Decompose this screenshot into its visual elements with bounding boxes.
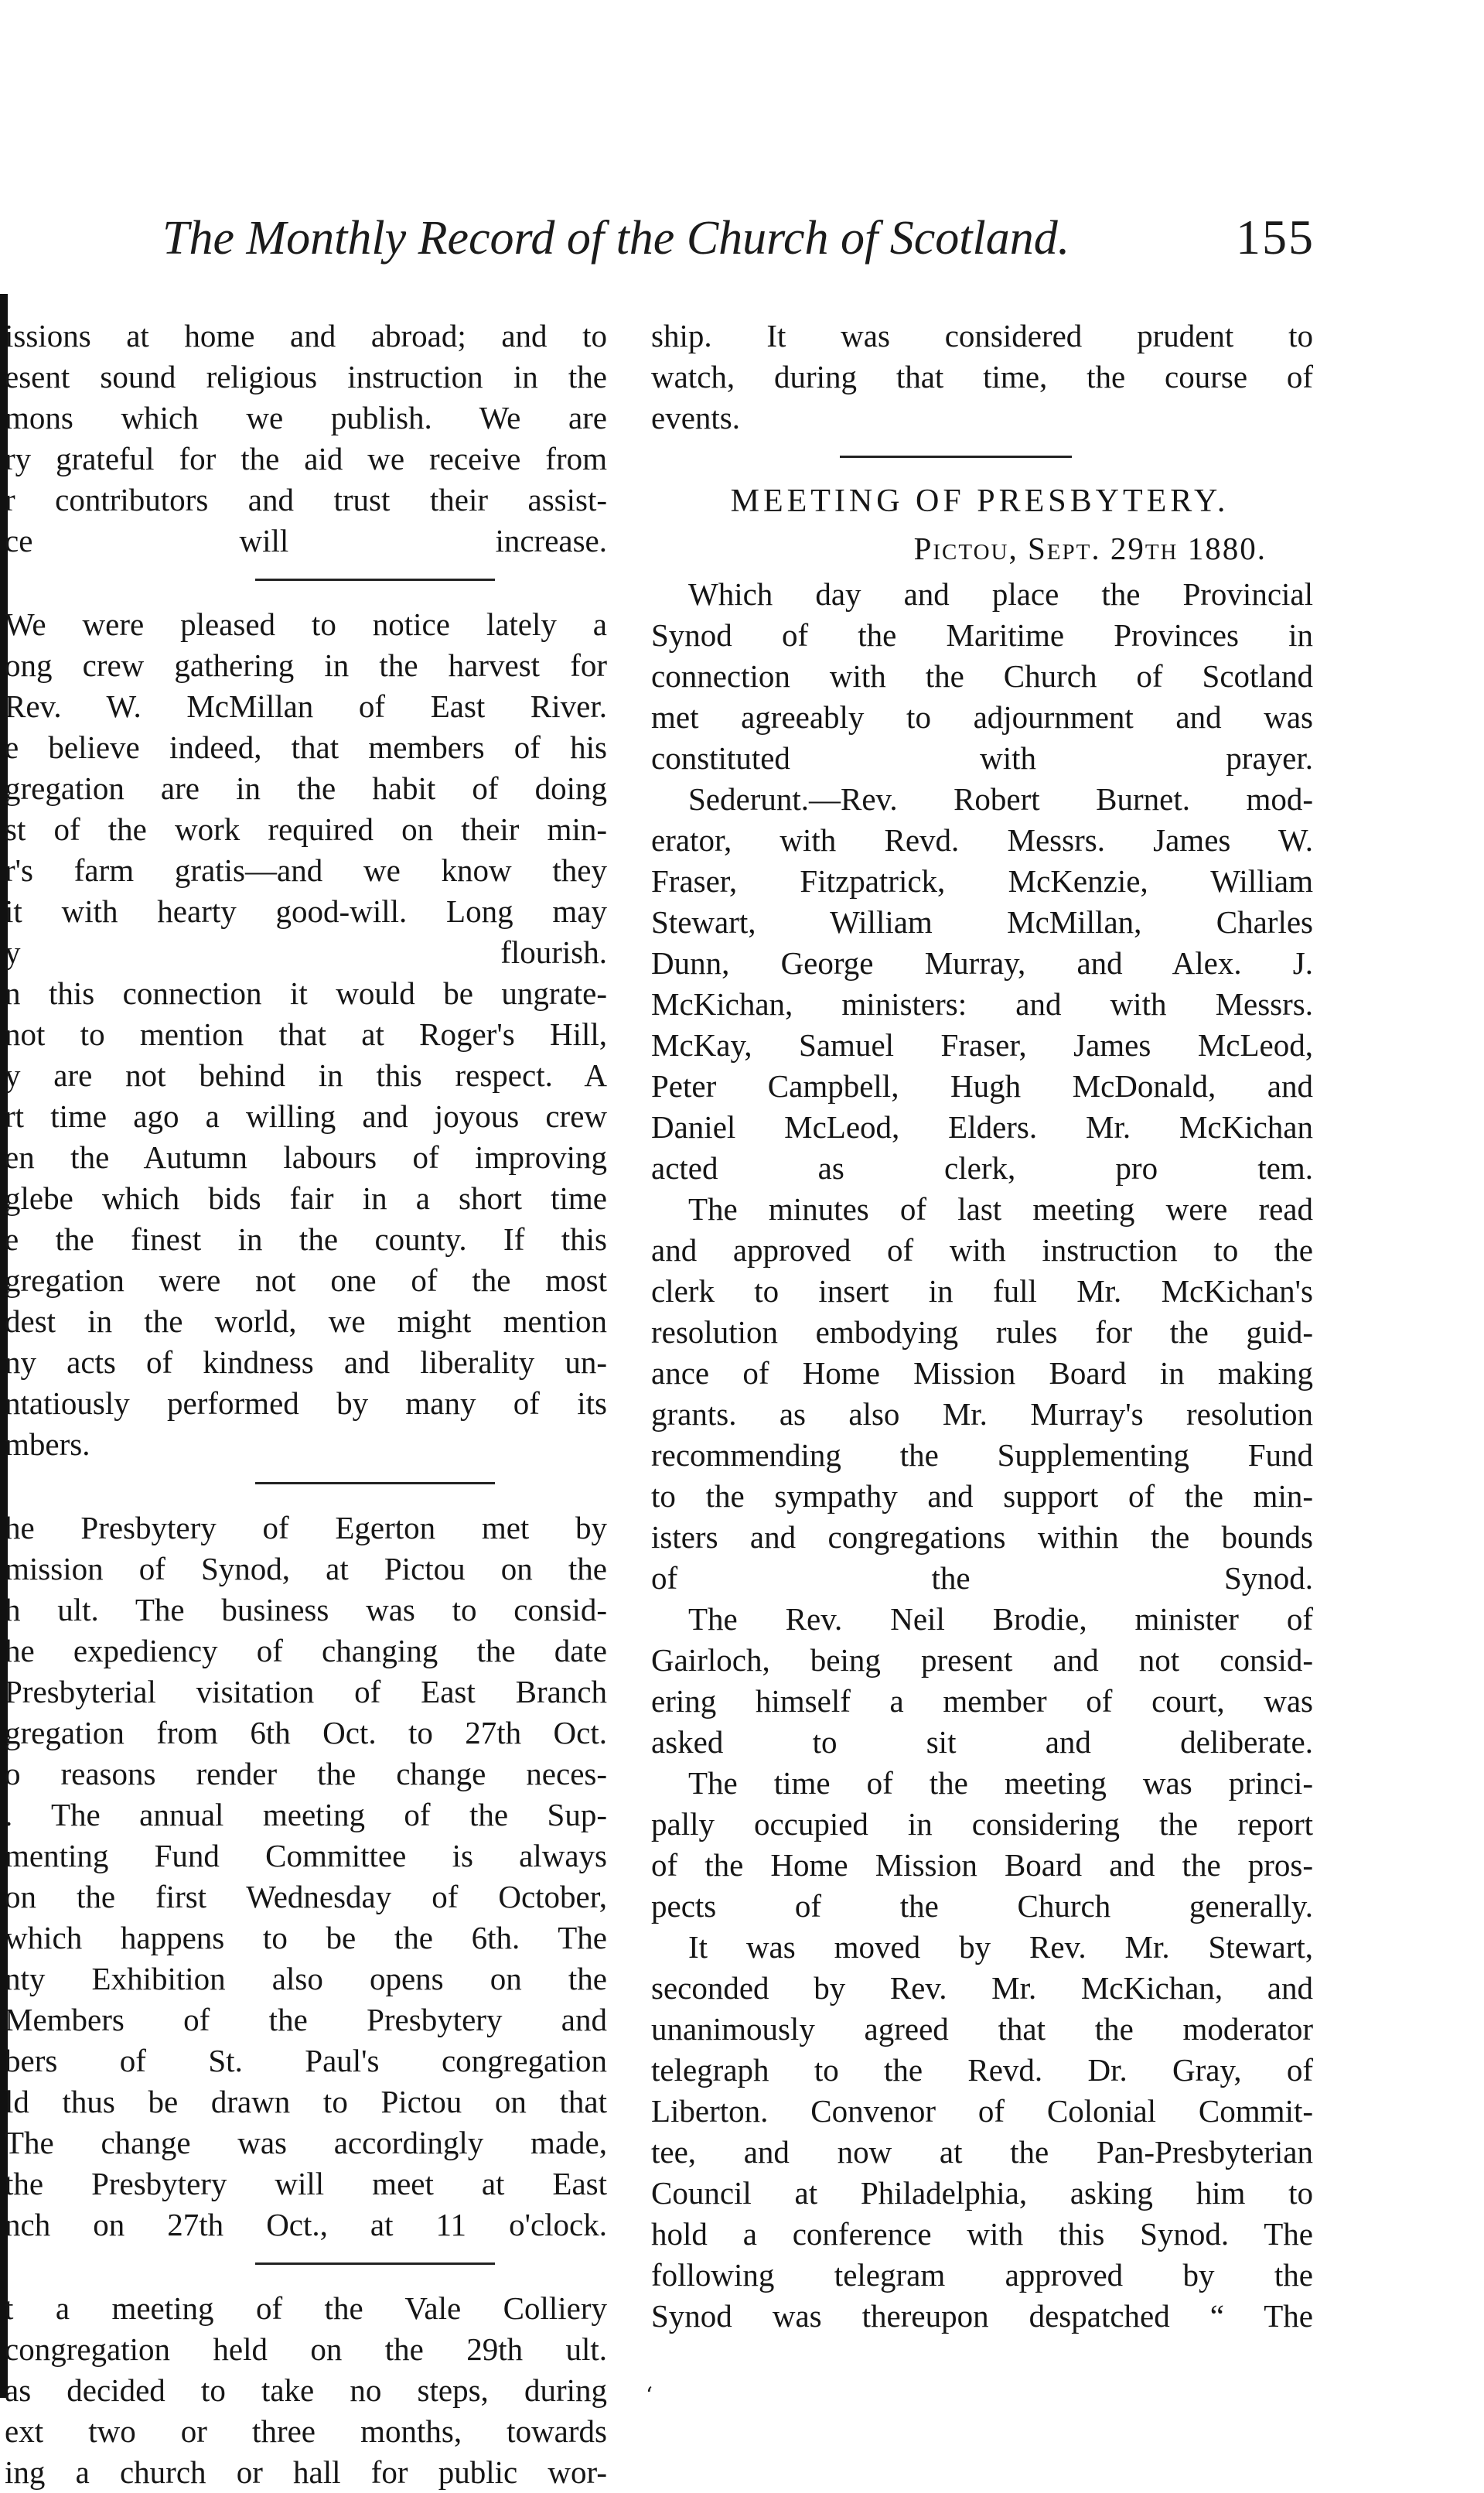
article-paragraph xyxy=(0,973,607,1465)
text-line: resolution embodying rules for the guid- xyxy=(651,1314,1313,1350)
text-line: Gairloch, being present and not consid- xyxy=(651,1642,1313,1678)
text-line: gregation were not one of the most xyxy=(5,1262,607,1298)
text-line: Members of the Presbytery and xyxy=(5,2002,607,2037)
text-line: Liberton. Convenor of Colonial Commit- xyxy=(651,2093,1313,2129)
right-column xyxy=(646,316,1313,2337)
text-line: seconded by Rev. Mr. McKichan, and xyxy=(651,1970,1313,2006)
text-line: ry grateful for the aid we receive from xyxy=(5,441,607,476)
text-line: ny acts of kindness and liberality un- xyxy=(5,1344,607,1380)
page-number: 155 xyxy=(1236,210,1315,265)
text-line: grants. as also Mr. Murray's resolution xyxy=(651,1396,1313,1432)
text-line: . The annual meeting of the Sup- xyxy=(5,1797,607,1832)
text-line: not to mention that at Roger's Hill, xyxy=(5,1016,607,1052)
text-line: ld thus be drawn to Pictou on that xyxy=(5,2084,607,2119)
minutes-paragraph xyxy=(646,1927,1313,2337)
text-line: issions at home and abroad; and to xyxy=(5,318,607,353)
text-line: mons which we publish. We are xyxy=(5,400,607,435)
running-header xyxy=(162,209,1315,302)
text-line: nty Exhibition also opens on the xyxy=(5,1961,607,1996)
text-line: and approved of with instruction to the xyxy=(651,1232,1313,1268)
text-line: e believe indeed, that members of his xyxy=(5,729,607,765)
text-line: gregation are in the habit of doing xyxy=(5,770,607,806)
text-line: glebe which bids fair in a short time xyxy=(5,1180,607,1216)
column-separator xyxy=(255,1482,495,1484)
text-line: ong crew gathering in the harvest for xyxy=(5,647,607,683)
text-line: mission of Synod, at Pictou on the xyxy=(5,1551,607,1586)
left-column xyxy=(0,316,607,2493)
text-line: Dunn, George Murray, and Alex. J. xyxy=(651,945,1313,981)
text-line: congregation held on the 29th ult. xyxy=(5,2331,607,2367)
continuation-paragraph xyxy=(646,316,1313,439)
text-line: Synod was thereupon despatched “ The xyxy=(651,2298,1313,2334)
text-line: pally occupied in considering the report xyxy=(651,1806,1313,1842)
text-line: connection with the Church of Scotland xyxy=(651,658,1313,694)
text-line: to the sympathy and support of the min- xyxy=(651,1478,1313,1514)
text-line: met agreeably to adjournment and was xyxy=(651,699,1313,735)
article-paragraph xyxy=(0,2288,607,2493)
column-separator xyxy=(255,579,495,581)
text-line: n this connection it would be ungrate- xyxy=(5,975,607,1011)
text-line: en the Autumn labours of improving xyxy=(5,1139,607,1175)
text-line: constituted with prayer. xyxy=(651,740,1313,776)
text-line: hold a conference with this Synod. The xyxy=(651,2216,1313,2252)
text-line: The time of the meeting was princi- xyxy=(688,1765,1313,1801)
text-line: Fraser, Fitzpatrick, McKenzie, William xyxy=(651,863,1313,899)
text-line: ntatiously performed by many of its xyxy=(5,1385,607,1421)
text-line: asked to sit and deliberate. xyxy=(651,1724,1313,1760)
text-line: Peter Campbell, Hugh McDonald, and xyxy=(651,1068,1313,1104)
text-line: t a meeting of the Vale Colliery xyxy=(5,2290,607,2326)
text-line: bers of St. Paul's congregation xyxy=(5,2043,607,2078)
text-line: McKay, Samuel Fraser, James McLeod, xyxy=(651,1027,1313,1063)
text-line: isters and congregations within the bounds xyxy=(651,1519,1313,1555)
article-paragraph xyxy=(0,604,607,973)
text-line: recommending the Supplementing Fund xyxy=(651,1437,1313,1473)
text-line: ance of Home Mission Board in making xyxy=(651,1355,1313,1391)
minutes-paragraph xyxy=(646,779,1313,1189)
text-line: on the first Wednesday of October, xyxy=(5,1879,607,1914)
text-line: r's farm gratis—and we know they xyxy=(5,852,607,888)
text-line: he expediency of changing the date xyxy=(5,1633,607,1668)
text-line: Synod of the Maritime Provinces in xyxy=(651,617,1313,653)
minutes-paragraph xyxy=(646,1763,1313,1927)
text-line: watch, during that time, the course of xyxy=(651,359,1313,394)
text-line: h ult. The business was to consid- xyxy=(5,1592,607,1627)
text-line: mbers. xyxy=(5,1426,90,1462)
text-line: clerk to insert in full Mr. McKichan's xyxy=(651,1273,1313,1309)
text-line: Sederunt.—Rev. Robert Burnet. mod- xyxy=(688,781,1313,817)
text-line: Daniel McLeod, Elders. Mr. McKichan xyxy=(651,1109,1313,1145)
text-line: of the Home Mission Board and the pros- xyxy=(651,1847,1313,1883)
text-line: Council at Philadelphia, asking him to xyxy=(651,2175,1313,2211)
section-body xyxy=(646,574,1313,2337)
text-line: ering himself a member of court, was xyxy=(651,1683,1313,1719)
text-line: y flourish. xyxy=(5,934,607,970)
text-line: The minutes of last meeting were read xyxy=(688,1191,1313,1227)
text-line: ext two or three months, towards xyxy=(5,2413,607,2449)
text-line: Presbyterial visitation of East Branch xyxy=(5,1674,607,1709)
journal-title: The Monthly Record of the Church of Scotland. xyxy=(162,212,1070,265)
text-line: Which day and place the Provincial xyxy=(688,576,1313,612)
text-line: ce will increase. xyxy=(5,523,607,558)
text-line: acted as clerk, pro tem. xyxy=(651,1150,1313,1186)
text-line: gregation from 6th Oct. to 27th Oct. xyxy=(5,1715,607,1750)
text-line: Rev. W. McMillan of East River. xyxy=(5,688,607,724)
section-date: Pictou, Sept. 29th 1880. xyxy=(913,531,1267,566)
text-line: rt time ago a willing and joyous crew xyxy=(5,1098,607,1134)
text-line: nch on 27th Oct., at 11 o'clock. xyxy=(5,2207,607,2242)
text-line: following telegram approved by the xyxy=(651,2257,1313,2293)
text-line: ship. It was considered prudent to xyxy=(651,318,1313,353)
text-line: dest in the world, we might mention xyxy=(5,1303,607,1339)
text-line: It was moved by Rev. Mr. Stewart, xyxy=(688,1929,1313,1965)
article-paragraph xyxy=(0,1508,607,2245)
section-separator xyxy=(840,456,1072,458)
text-line: as decided to take no steps, during xyxy=(5,2372,607,2408)
text-line: The change was accordingly made, xyxy=(5,2125,607,2160)
text-line: ing a church or hall for public wor- xyxy=(5,2454,607,2490)
text-line: which happens to be the 6th. The xyxy=(5,1920,607,1955)
text-line: Stewart, William McMillan, Charles xyxy=(651,904,1313,940)
text-line: menting Fund Committee is always xyxy=(5,1838,607,1873)
minutes-paragraph xyxy=(646,1189,1313,1599)
section-title: MEETING OF PRESBYTERY. xyxy=(730,483,1230,519)
minutes-paragraph xyxy=(646,574,1313,779)
text-line: he Presbytery of Egerton met by xyxy=(5,1510,607,1545)
text-line: events. xyxy=(651,400,740,435)
text-line: st of the work required on their min- xyxy=(5,811,607,847)
text-line: o reasons render the change neces- xyxy=(5,1756,607,1791)
text-line: telegraph to the Revd. Dr. Gray, of xyxy=(651,2052,1313,2088)
text-line: pects of the Church generally. xyxy=(651,1888,1313,1924)
text-line: the Presbytery will meet at East xyxy=(5,2166,607,2201)
text-line: unanimously agreed that the moderator xyxy=(651,2011,1313,2047)
minutes-paragraph xyxy=(646,1599,1313,1763)
text-line: erator, with Revd. Messrs. James W. xyxy=(651,822,1313,858)
text-line: tee, and now at the Pan-Presbyterian xyxy=(651,2134,1313,2170)
text-line: e the finest in the county. If this xyxy=(5,1221,607,1257)
column-separator xyxy=(255,2262,495,2265)
text-line: y are not behind in this respect. A xyxy=(5,1057,607,1093)
article-paragraph xyxy=(0,316,607,562)
text-line: McKichan, ministers: and with Messrs. xyxy=(651,986,1313,1022)
text-line: We were pleased to notice lately a xyxy=(5,606,607,642)
print-mark: ‘ xyxy=(646,2382,653,2408)
text-line: esent sound religious instruction in the xyxy=(5,359,607,394)
text-line: The Rev. Neil Brodie, minister of xyxy=(688,1601,1313,1637)
text-line: it with hearty good-will. Long may xyxy=(5,893,607,929)
text-line: of the Synod. xyxy=(651,1560,1313,1596)
text-line: r contributors and trust their assist- xyxy=(5,482,607,517)
